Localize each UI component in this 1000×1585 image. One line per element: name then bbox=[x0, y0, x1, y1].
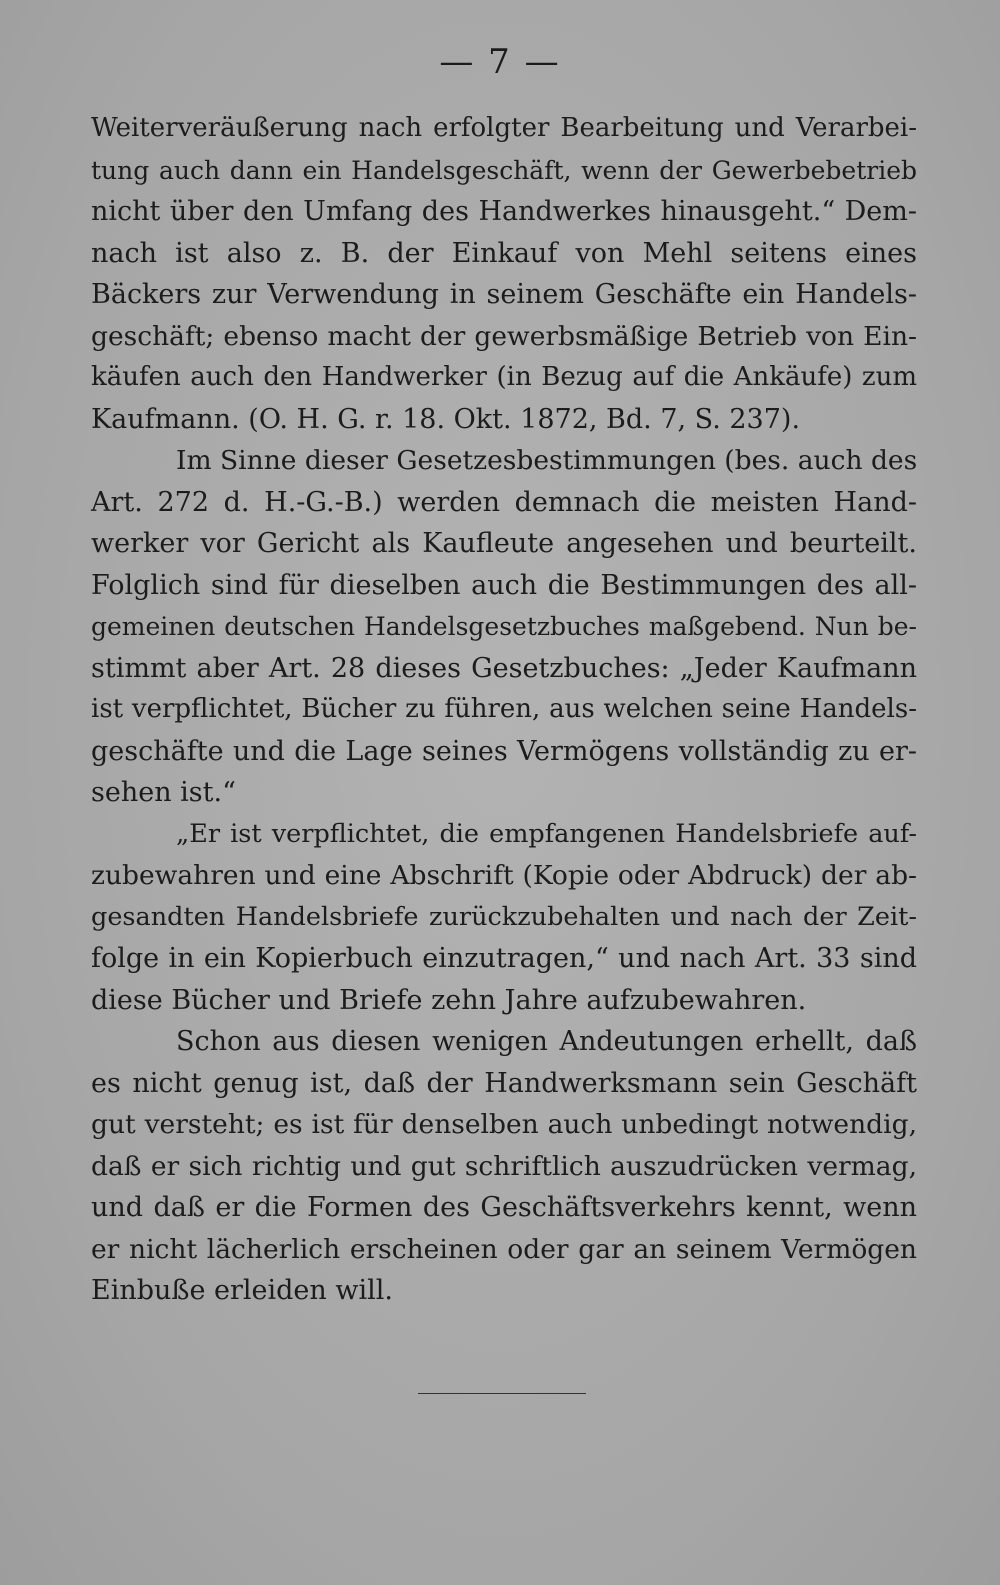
text-line: und daß er die Formen des Geschäftsverkehrs kennt, wenn bbox=[91, 1192, 917, 1223]
page-number: — 7 — bbox=[439, 42, 561, 82]
text-line: geschäfte und die Lage seines Vermögens vollständig zu er- bbox=[91, 735, 917, 767]
text-line: gemeinen deutschen Handelsgesetzbuches maßgebend. Nun be- bbox=[91, 612, 917, 641]
text-line: zubewahren und eine Abschrift (Kopie oder Abdruck) der ab- bbox=[91, 860, 917, 891]
text-line: tung auch dann ein Handelsgeschäft, wenn der Gewerbebetrieb bbox=[91, 155, 917, 185]
text-line: daß er sich richtig und gut schriftlich auszudrücken vermag, bbox=[91, 1150, 917, 1182]
paragraph bbox=[91, 108, 917, 440]
text-line: Einbuße erleiden will. bbox=[91, 1275, 393, 1306]
text-line: Kaufmann. (O. H. G. r. 18. Okt. 1872, Bd. 7, S. 237). bbox=[91, 403, 801, 435]
body-text bbox=[91, 108, 917, 1312]
text-line: Im Sinne dieser Gesetzesbestimmungen (bes. auch des bbox=[176, 445, 918, 476]
text-line: diese Bücher und Briefe zehn Jahre aufzubewahren. bbox=[91, 984, 807, 1016]
text-line: werker vor Gericht als Kaufleute angesehen und beurteilt. bbox=[91, 528, 917, 559]
paragraph bbox=[91, 1021, 917, 1312]
text-line: Weiterveräußerung nach erfolgter Bearbeitung und Verarbei- bbox=[91, 113, 917, 143]
text-line: geschäft; ebenso macht der gewerbsmäßige Betrieb von Ein- bbox=[91, 320, 917, 352]
text-line: gut versteht; es ist für denselben auch unbedingt notwendig, bbox=[91, 1109, 917, 1140]
text-line: käufen auch den Handwerker (in Bezug auf die Ankäufe) zum bbox=[91, 362, 917, 392]
text-line: „Er ist verpflichtet, die empfangenen Handelsbriefe auf- bbox=[176, 818, 917, 849]
text-line: Folglich sind für dieselben auch die Bestimmungen des all- bbox=[91, 569, 917, 601]
text-line: Bäckers zur Verwendung in seinem Geschäfte ein Handels- bbox=[91, 279, 917, 310]
text-line: sehen ist.“ bbox=[91, 777, 236, 808]
text-line: folge in ein Kopierbuch einzutragen,“ und nach Art. 33 sind bbox=[91, 943, 917, 974]
text-line: gesandten Handelsbriefe zurückzubehalten und nach der Zeit- bbox=[91, 901, 917, 932]
end-rule bbox=[418, 1393, 586, 1394]
paragraph bbox=[91, 814, 917, 1022]
paragraph bbox=[91, 440, 917, 814]
text-line: nicht über den Umfang des Handwerkes hinausgeht.“ Dem- bbox=[91, 196, 917, 227]
text-line: stimmt aber Art. 28 dieses Gesetzbuches: „Jeder Kaufmann bbox=[91, 652, 917, 684]
text-line: er nicht lächerlich erscheinen oder gar an seinem Vermögen bbox=[91, 1233, 917, 1265]
text-line: Art. 272 d. H.-G.-B.) werden demnach die meisten Hand- bbox=[91, 486, 917, 518]
text-line: Schon aus diesen wenigen Andeutungen erhellt, daß bbox=[176, 1026, 917, 1057]
text-line: es nicht genug ist, daß der Handwerksmann sein Geschäft bbox=[91, 1067, 917, 1099]
text-line: nach ist also z. B. der Einkauf von Mehl seitens eines bbox=[91, 237, 917, 269]
text-line: ist verpflichtet, Bücher zu führen, aus welchen seine Handels- bbox=[91, 694, 917, 724]
